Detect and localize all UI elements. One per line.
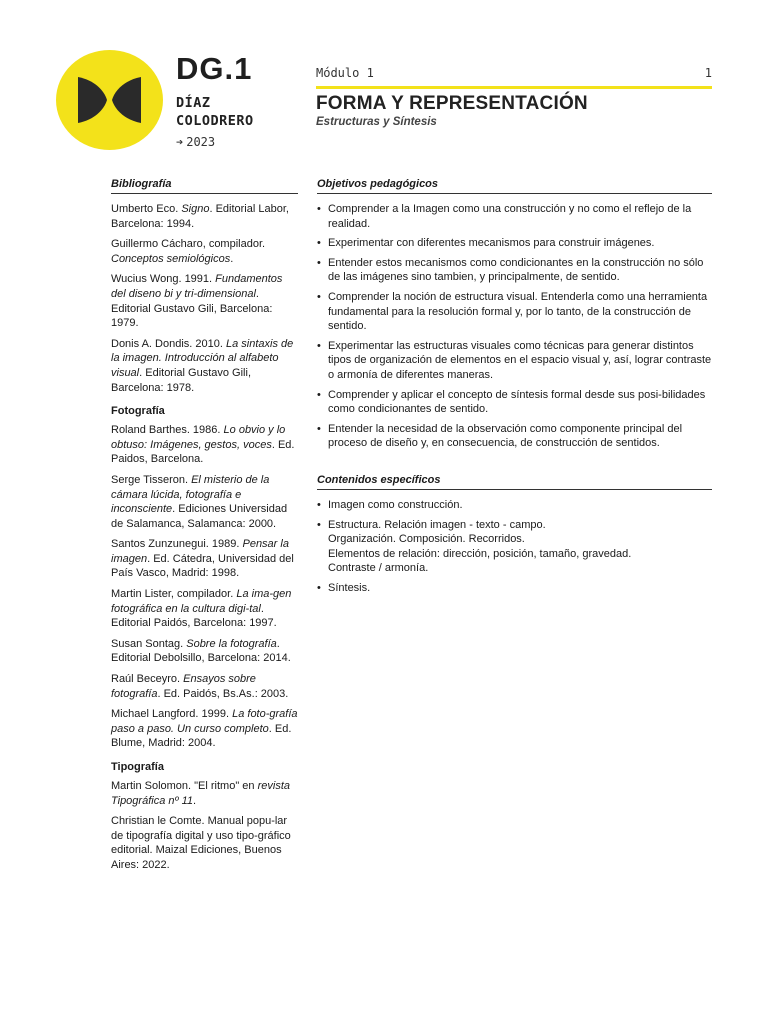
- list-item: • Síntesis.: [317, 581, 712, 596]
- objectives-column: [317, 178, 712, 600]
- list-item: • Experimentar las estructuras visuales como técnicas para generar distintos tipos de organización de elementos en el espacio visual y, así, lograr contraste o armonía de diferentes maneras.: [317, 339, 712, 383]
- course-code: DG.1: [176, 51, 253, 86]
- year-label: [176, 135, 254, 149]
- module-header: [316, 66, 712, 128]
- bibliography-heading: Bibliografía: [111, 178, 298, 194]
- bibliography-typo-list: [111, 779, 298, 873]
- module-title: FORMA Y REPRESENTACIÓN: [316, 93, 588, 114]
- entry-text: Serge Tisseron.: [111, 473, 192, 486]
- entry-title: Ensayos sobre fotografía: [111, 673, 256, 700]
- professor-name: [176, 94, 254, 130]
- contents-line: • Estructura. Relación imagen - texto - campo.: [328, 518, 546, 531]
- contents-list: [317, 498, 712, 596]
- entry-title: El misterio de la cámara lúcida, fotografía e inconsciente: [111, 473, 270, 516]
- entry-title: Fundamentos del diseno bi y tri-dimensional: [111, 273, 283, 300]
- entry-title: revista Tipográfica nº 11: [111, 780, 290, 807]
- entry-text: Christian le Comte. Manual popu-lar de tipografía digital y uso tipo-gráfico editorial. Maizal Ediciones, Buenos Aires: 2022.: [111, 815, 291, 871]
- entry-text: . Editorial Paidós, Barcelona: 1997.: [111, 602, 277, 630]
- entry-title: La foto-grafía paso a paso. Un curso completo: [111, 708, 298, 735]
- module-label: Módulo 1: [316, 66, 374, 80]
- entry-text: . Ed. Cátedra, Universidad del País Vasco, Madrid: 1998.: [111, 552, 294, 580]
- bibliography-entry: [111, 202, 298, 231]
- list-item: • Entender la necesidad de la observación como componente principal del proceso de diseño y, en consecuencia, de construcción de sentidos.: [317, 422, 712, 451]
- entry-text: Wucius Wong. 1991.: [111, 273, 216, 286]
- entry-text: . Ed. Paidos, Barcelona.: [111, 438, 295, 466]
- year-value: 2023: [186, 135, 216, 149]
- bibliography-entry: [111, 272, 298, 330]
- entry-text: Santos Zunzunegui. 1989.: [111, 538, 243, 551]
- bibliography-entry: [111, 672, 298, 701]
- entry-text: .: [230, 252, 234, 265]
- entry-text: . Editorial Gustavo Gili, Barcelona: 1979.: [111, 287, 273, 330]
- list-item: • Imagen como construcción.: [317, 498, 712, 513]
- professor-name-line2: COLODRERO: [176, 113, 254, 129]
- list-item: • Comprender la noción de estructura visual. Entenderla como una herramienta fundamental para la resolución formal y, por lo tanto, de la construcción de sentido.: [317, 290, 712, 334]
- bibliography-entry: [111, 779, 298, 808]
- bibliography-entry: [111, 423, 298, 467]
- typography-heading: Tipografía: [111, 761, 164, 773]
- bibliography-entry: [111, 587, 298, 631]
- list-item: • Experimentar con diferentes mecanismos para construir imágenes.: [317, 236, 712, 251]
- list-item: • Comprender y aplicar el concepto de síntesis formal desde sus posi-bilidades como condicionantes de sentido.: [317, 388, 712, 417]
- entry-title: Lo obvio y lo obtuso: Imágenes, gestos, voces: [111, 424, 286, 451]
- entry-text: Martin Lister, compilador.: [111, 588, 237, 601]
- entry-text: Donis A. Dondis. 2010.: [111, 337, 226, 350]
- module-subtitle: Estructuras y Síntesis: [316, 116, 437, 128]
- professor-name-line1: DÍAZ: [176, 95, 211, 111]
- page-number: 1: [704, 66, 712, 80]
- bibliography-entry: [111, 814, 298, 872]
- list-item: • Comprender a la Imagen como una construcción y no como el reflejo de la realidad.: [317, 202, 712, 231]
- bibliography-entry: [111, 637, 298, 666]
- entry-text: Martin Solomon. "El ritmo" en: [111, 780, 258, 792]
- bibliography-general-list: [111, 202, 298, 395]
- entry-text: . Editorial Gustavo Gili, Barcelona: 1978.: [111, 366, 251, 394]
- entry-text: . Ed. Blume, Madrid: 2004.: [111, 722, 292, 750]
- entry-title: La sintaxis de la imagen. Introducción al alfabeto visual: [111, 337, 294, 379]
- list-item: [317, 518, 712, 576]
- bibliography-photo-list: [111, 423, 298, 751]
- arrow-right-icon: ➔: [176, 135, 184, 149]
- entry-text: Susan Sontag.: [111, 637, 187, 650]
- photography-heading: Fotografía: [111, 405, 165, 418]
- bibliography-entry: [111, 237, 298, 266]
- logo-text-block: [176, 52, 254, 149]
- contents-heading: Contenidos específicos: [317, 474, 712, 490]
- entry-text: .: [192, 794, 197, 807]
- entry-text: Umberto Eco.: [111, 203, 182, 215]
- entry-title: Sobre la fotografía: [186, 637, 277, 650]
- bibliography-entry: [111, 473, 298, 531]
- bibliography-entry: [111, 337, 298, 395]
- logo-icon: [56, 50, 163, 150]
- bibliography-entry: [111, 707, 298, 751]
- entry-text: . Editorial Debolsillo, Barcelona: 2014.: [111, 637, 291, 665]
- entry-text: . Ediciones Universidad de Salamanca, Salamanca: 2000.: [111, 503, 288, 530]
- objectives-list: [317, 202, 712, 451]
- contents-line: Organización. Composición. Recorridos.: [328, 533, 525, 546]
- entry-title: La ima-gen fotográfica en la cultura digi-tal: [111, 588, 292, 615]
- entry-title: Pensar la imagen: [111, 538, 289, 565]
- contents-line: Elementos de relación: dirección, posición, tamaño, gravedad.: [328, 547, 632, 560]
- entry-text: . Editorial Labor, Barcelona: 1994.: [111, 203, 289, 230]
- objectives-heading: Objetivos pedagógicos: [317, 178, 712, 194]
- entry-text: Guillermo Cácharo, compilador.: [111, 238, 266, 251]
- entry-title: Signo: [181, 203, 210, 215]
- entry-text: . Ed. Paidós, Bs.As.: 2003.: [157, 687, 289, 700]
- module-row: [316, 66, 712, 89]
- contents-line: Contraste / armonía.: [328, 562, 429, 575]
- bibliography-entry: [111, 537, 298, 581]
- entry-text: Roland Barthes. 1986.: [111, 424, 224, 437]
- entry-text: Raúl Beceyro.: [111, 673, 184, 686]
- list-item: • Entender estos mecanismos como condicionantes en la construcción no sólo de las imágenes sino tambien, y principalmente, de sentido.: [317, 256, 712, 285]
- entry-title: Conceptos semiológicos: [111, 252, 231, 265]
- bibliography-column: [111, 178, 298, 879]
- entry-text: Michael Langford. 1999.: [111, 708, 233, 721]
